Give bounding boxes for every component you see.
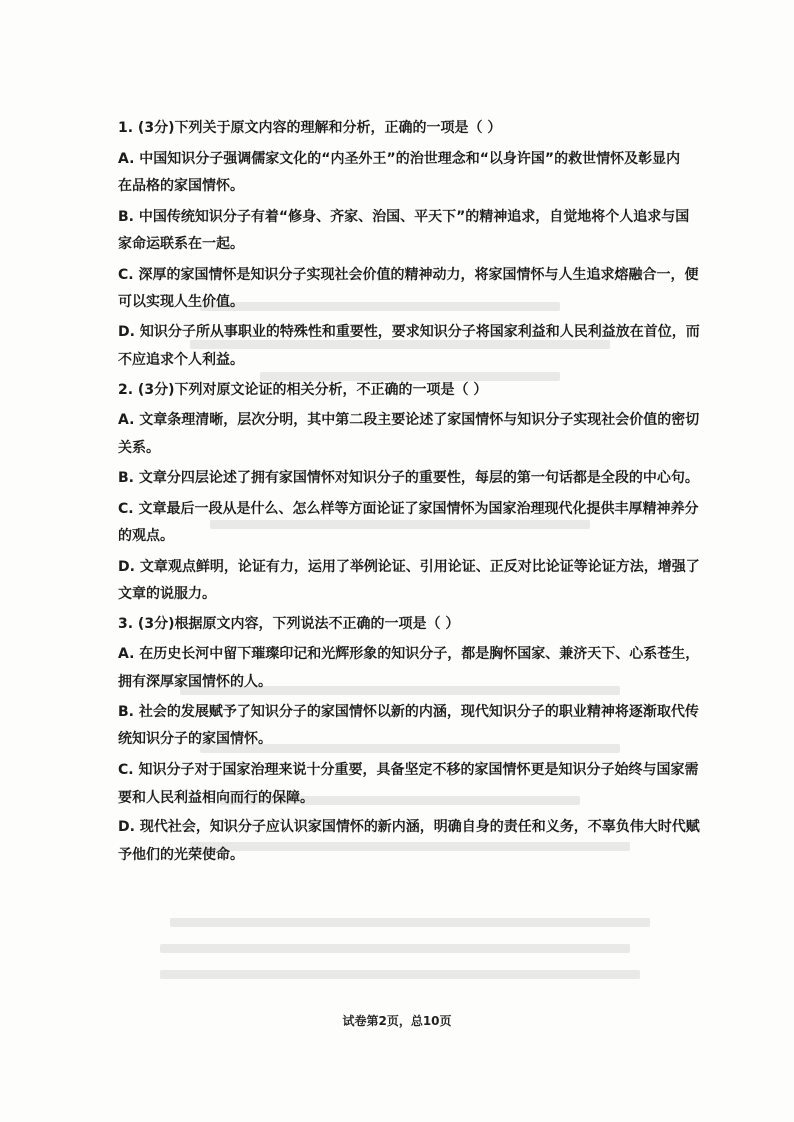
question-1-option-d-cont: 不应追求个人利益。 — [118, 352, 244, 368]
question-3-option-a: A. 在历史长河中留下璀璨印记和光辉形象的知识分子，都是胸怀国家、兼济天下、心系苍生， — [118, 646, 700, 662]
question-3-option-c-cont: 要和人民利益相向而行的保障。 — [118, 790, 314, 806]
bleed-through-mark — [160, 970, 640, 979]
question-2-title: 2. (3分)下列对原文论证的相关分析，不正确的一项是（ ） — [118, 382, 488, 398]
question-3-title: 3. (3分)根据原文内容，下列说法不正确的一项是（ ） — [118, 616, 460, 632]
bleed-through-mark — [160, 944, 630, 953]
question-2-option-d-cont: 文章的说服力。 — [118, 586, 216, 602]
question-1-option-a-cont: 在品格的家国情怀。 — [118, 178, 244, 194]
page-footer: 试卷第2页，总10页 — [342, 1014, 452, 1028]
bleed-through-mark — [200, 302, 560, 311]
question-2-option-c: C. 文章最后一段从是什么、怎么样等方面论证了家国情怀为国家治理现代化提供丰厚精神养分 — [118, 501, 699, 517]
question-1-option-c: C. 深厚的家国情怀是知识分子实现社会价值的精神动力，将家国情怀与人生追求熔融合一，便 — [118, 267, 699, 283]
question-3-option-b: B. 社会的发展赋予了知识分子的家国情怀以新的内涵，现代知识分子的职业精神将逐渐取代传 — [118, 704, 699, 720]
question-3-option-c: C. 知识分子对于国家治理来说十分重要，具备坚定不移的家国情怀更是知识分子始终与国家需 — [118, 762, 699, 778]
question-2-option-a-cont: 关系。 — [118, 440, 160, 456]
question-1-option-c-cont: 可以实现人生价值。 — [118, 294, 244, 310]
question-2-option-a: A. 文章条理清晰，层次分明，其中第二段主要论述了家国情怀与知识分子实现社会价值的密切 — [118, 412, 700, 428]
question-3-option-a-cont: 拥有深厚家国情怀的人。 — [118, 674, 272, 690]
bleed-through-mark — [170, 918, 650, 927]
question-1-option-b: B. 中国传统知识分子有着“修身、齐家、治国、平天下”的精神追求，自觉地将个人追求与国 — [118, 209, 690, 225]
question-3-option-d-cont: 予他们的光荣使命。 — [118, 847, 244, 863]
bleed-through-mark — [190, 842, 630, 851]
question-1-option-d: D. 知识分子所从事职业的特殊性和重要性，要求知识分子将国家利益和人民利益放在首位，而 — [118, 324, 700, 340]
question-2-option-b: B. 文章分四层论述了拥有家国情怀对知识分子的重要性，每层的第一句话都是全段的中心句。 — [118, 470, 699, 486]
question-1-option-a: A. 中国知识分子强调儒家文化的“内圣外王”的治世理念和“以身许国”的救世情怀及彰显内 — [118, 151, 681, 167]
bleed-through-mark — [210, 520, 590, 529]
question-3-option-d: D. 现代社会，知识分子应认识家国情怀的新内涵，明确自身的责任和义务，不辜负伟大时代赋 — [118, 819, 700, 835]
question-2-option-d: D. 文章观点鲜明，论证有力，运用了举例论证、引用论证、正反对比论证等论证方法，增强了 — [118, 559, 700, 575]
question-2-option-c-cont: 的观点。 — [118, 528, 174, 544]
question-3-option-b-cont: 统知识分子的家国情怀。 — [118, 731, 272, 747]
bleed-through-mark — [190, 340, 610, 349]
question-1-option-b-cont: 家命运联系在一起。 — [118, 236, 244, 252]
bleed-through-mark — [260, 372, 560, 381]
question-1-title: 1. (3分)下列关于原文内容的理解和分析，正确的一项是（ ） — [118, 120, 502, 136]
